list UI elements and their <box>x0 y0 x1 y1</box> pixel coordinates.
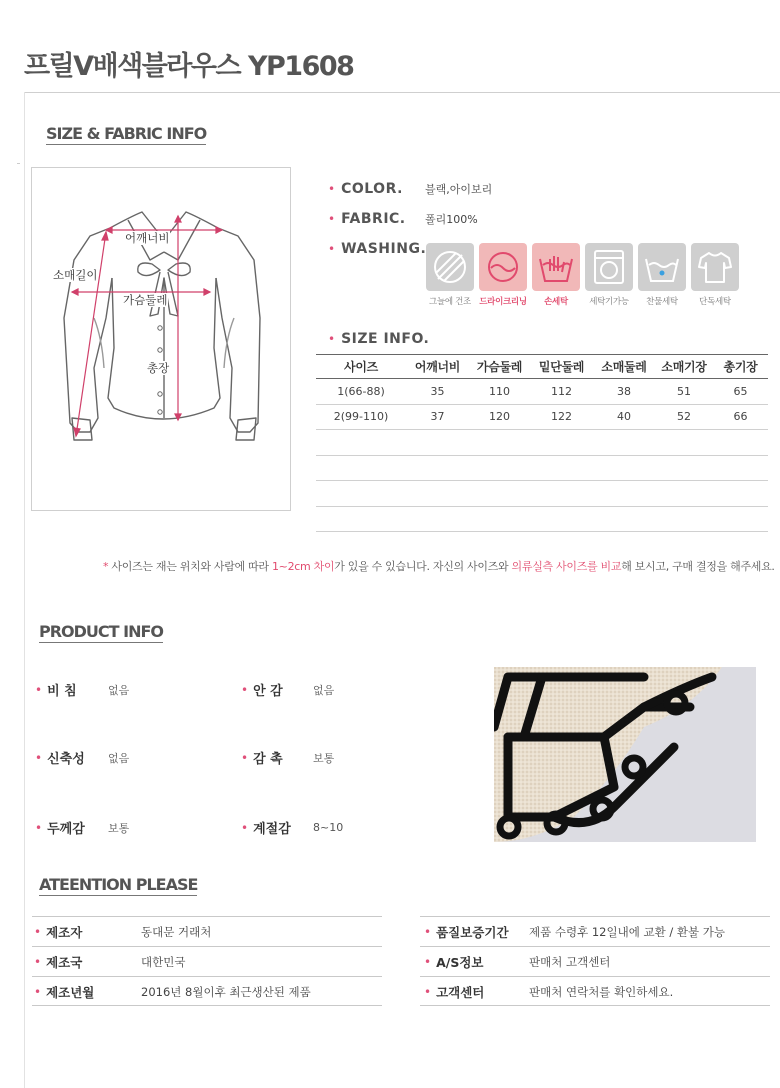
table-cell: 112 <box>530 379 593 405</box>
table-cell: 110 <box>469 379 530 405</box>
bullet-icon: • <box>424 955 432 969</box>
wash-caption: 드라이크리닝 <box>479 297 527 307</box>
product-attr <box>35 680 130 699</box>
table-header: 어깨너비 <box>406 355 469 379</box>
attr-value: 없음 <box>108 683 130 697</box>
attention-label: 제조년월 <box>46 985 95 1000</box>
wash-item-hand-wash <box>532 243 580 307</box>
sleeve-label: 소매길이 <box>53 268 98 282</box>
attr-label: 두께감 <box>47 822 85 837</box>
attr-value: 8~10 <box>313 821 344 834</box>
table-row <box>316 379 768 405</box>
table-header: 밑단둘레 <box>530 355 593 379</box>
product-info-heading: PRODUCT INFO <box>39 622 164 641</box>
bullet-icon: • <box>241 750 249 765</box>
left-border <box>24 92 25 1088</box>
attr-label: 계절감 <box>253 822 291 837</box>
table-row-empty <box>316 481 768 507</box>
table-cell: 52 <box>655 404 713 430</box>
fabric-value: 폴리100% <box>425 213 478 226</box>
note-highlight: 1~2cm 차이 <box>271 560 335 573</box>
divider <box>420 976 770 977</box>
wash-caption: 손세탁 <box>544 297 568 307</box>
table-cell: 66 <box>713 404 768 430</box>
size-note <box>103 558 775 574</box>
page-title: 프릴V배색블라우스 YP1608 <box>24 51 354 82</box>
divider <box>32 1005 382 1006</box>
bullet-icon: • <box>328 242 336 256</box>
wash-caption: 세탁기가능 <box>589 297 629 307</box>
shoulder-label: 어깨너비 <box>125 231 170 245</box>
attention-label: A/S정보 <box>436 955 484 970</box>
length-label: 총장 <box>147 361 170 375</box>
attention-label: 제조자 <box>46 925 83 940</box>
table-row-empty <box>316 506 768 532</box>
product-attr <box>241 818 344 837</box>
attr-value: 없음 <box>313 683 335 697</box>
wash-caption: 찬물세탁 <box>646 297 678 307</box>
note-text: 사이즈는 재는 위치와 사람에 따라 <box>111 560 272 573</box>
wash-item-separate <box>691 243 739 307</box>
fabric-closeup-image <box>494 667 756 842</box>
table-cell: 35 <box>406 379 469 405</box>
color-row <box>328 181 493 197</box>
attr-value: 보통 <box>313 751 335 765</box>
product-attr <box>241 748 335 767</box>
dry-clean-icon <box>479 243 527 291</box>
attr-label: 신축성 <box>47 752 85 767</box>
bullet-icon: • <box>35 682 43 697</box>
size-fabric-heading: SIZE & FABRIC INFO <box>46 124 207 143</box>
tumble-dry-icon <box>426 243 474 291</box>
table-header-row <box>316 355 768 379</box>
color-value: 블랙,아이보리 <box>425 183 493 196</box>
table-header: 가슴둘레 <box>469 355 530 379</box>
note-text: 가 있을 수 있습니다. 자신의 사이즈와 <box>334 560 512 573</box>
bullet-icon: • <box>241 682 249 697</box>
attention-label: 품질보증기간 <box>436 925 509 940</box>
attention-item <box>424 923 725 941</box>
bullet-icon: • <box>424 985 432 999</box>
attention-item <box>424 983 674 1001</box>
table-cell: 1(66-88) <box>316 379 406 405</box>
washing-machine-icon <box>585 243 633 291</box>
attention-item <box>34 953 186 971</box>
product-attr <box>35 818 130 837</box>
title-divider <box>24 92 780 93</box>
wash-caption: 그늘에 건조 <box>429 297 471 307</box>
bullet-icon: • <box>34 925 42 939</box>
size-info-label: SIZE INFO. <box>341 331 430 347</box>
wash-caption: 단독세탁 <box>699 297 731 307</box>
attention-value: 2016년 8월이후 최근생산된 제품 <box>141 985 311 999</box>
product-attr <box>35 748 130 767</box>
table-cell: 37 <box>406 404 469 430</box>
bullet-icon: • <box>424 925 432 939</box>
chest-label: 가슴둘레 <box>123 293 168 307</box>
attr-label: 안 감 <box>253 684 283 699</box>
divider <box>420 1005 770 1006</box>
shirt-icon <box>691 243 739 291</box>
attention-label: 제조국 <box>46 955 83 970</box>
attention-value: 판매처 연락처를 확인하세요. <box>529 985 674 999</box>
note-star: * <box>103 560 109 573</box>
fabric-label: FABRIC. <box>341 211 406 227</box>
note-highlight: 의류실측 사이즈를 비교 <box>511 560 622 573</box>
divider <box>420 916 770 917</box>
attention-value: 대한민국 <box>141 955 186 969</box>
bullet-icon: • <box>35 750 43 765</box>
attention-value: 판매처 고객센터 <box>529 955 611 969</box>
attention-item <box>34 923 212 941</box>
table-cell: 40 <box>593 404 655 430</box>
attention-value: 제품 수령후 12일내에 교환 / 환불 가능 <box>529 925 725 939</box>
table-cell: 2(99-110) <box>316 404 406 430</box>
divider <box>420 946 770 947</box>
table-cell: 65 <box>713 379 768 405</box>
blouse-illustration <box>32 168 290 510</box>
attr-label: 감 촉 <box>253 752 283 767</box>
attention-item <box>34 983 311 1001</box>
table-header: 사이즈 <box>316 355 406 379</box>
wash-item-machine <box>585 243 633 307</box>
washing-row <box>328 241 426 257</box>
attention-label: 고객센터 <box>436 985 485 1000</box>
table-header: 소매둘레 <box>593 355 655 379</box>
table-cell: 51 <box>655 379 713 405</box>
color-label: COLOR. <box>341 181 403 197</box>
table-row-empty <box>316 455 768 481</box>
note-text: 해 보시고, 구매 결정을 해주세요. <box>621 560 775 573</box>
bullet-icon: • <box>328 332 336 346</box>
divider <box>32 916 382 917</box>
bullet-icon: • <box>328 182 336 196</box>
table-row-empty <box>316 430 768 456</box>
wash-item-dry-clean <box>479 243 527 307</box>
bullet-icon: • <box>34 955 42 969</box>
attr-label: 비 침 <box>47 684 77 699</box>
product-attr <box>241 680 335 699</box>
table-cell: 38 <box>593 379 655 405</box>
wash-item-dry-shade <box>426 243 474 307</box>
attr-value: 없음 <box>108 751 130 765</box>
table-header: 총기장 <box>713 355 768 379</box>
attention-value: 동대문 거래처 <box>141 925 212 939</box>
blouse-diagram <box>31 167 291 511</box>
bullet-icon: • <box>35 820 43 835</box>
size-info-row <box>328 331 429 347</box>
table-row <box>316 404 768 430</box>
attr-value: 보통 <box>108 821 130 835</box>
edge-mark <box>17 163 20 164</box>
attention-item <box>424 953 611 971</box>
cold-water-icon <box>638 243 686 291</box>
size-table <box>316 354 768 532</box>
attention-heading: ATEENTION PLEASE <box>39 875 198 894</box>
bullet-icon: • <box>34 985 42 999</box>
wash-item-cold-water <box>638 243 686 307</box>
table-cell: 120 <box>469 404 530 430</box>
table-cell: 122 <box>530 404 593 430</box>
bullet-icon: • <box>241 820 249 835</box>
bullet-icon: • <box>328 212 336 226</box>
table-header: 소매기장 <box>655 355 713 379</box>
divider <box>32 946 382 947</box>
hand-wash-icon <box>532 243 580 291</box>
fabric-row <box>328 211 478 227</box>
washing-label: WASHING. <box>341 241 427 257</box>
divider <box>32 976 382 977</box>
